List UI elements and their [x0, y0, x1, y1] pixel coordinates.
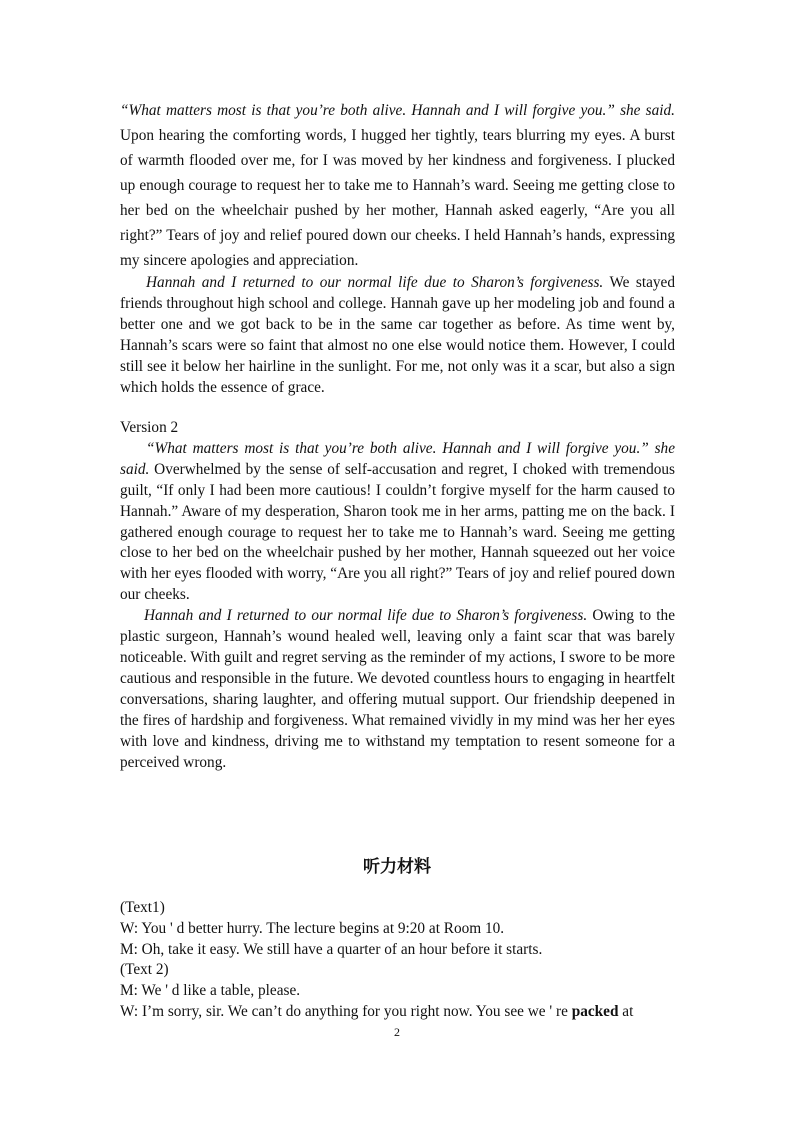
- transcript-line-prefix: W: I’m sorry, sir. We can’t do anything for you right now. You see we ' re: [120, 1002, 572, 1020]
- transcript-line: M: We ' d like a table, please.: [120, 982, 301, 1000]
- version1-para2-lead: Hannah and I returned to our normal life due to Sharon’s forgiveness.: [146, 274, 604, 291]
- version1-para2-text: We stayed friends throughout high school and college. Hannah gave up her modeling job and found a better one and we got back to be in the same car together as before. As time went by, Hannah’s scars were so faint that almost no one else would notice them. However, I could still see it below her hairline in the sunlight. For me, not only was it a scar, but also a sign which holds the essence of grace.: [120, 274, 675, 396]
- version2-label: Version 2: [120, 419, 179, 436]
- listening-transcript: [120, 898, 675, 1023]
- version2-para2-text: Owing to the plastic surgeon, Hannah’s wound healed well, leaving only a faint scar that was barely noticeable. With guilt and regret serving as the reminder of my actions, I swore to be more cautious and responsible in the future. We devoted countless hours to engaging in heartfelt conversations, sharing laughter, and offering mutual support. Our friendship deepened in the fires of hardship and forgiveness. What remained vividly in my mind was her her eyes with love and kindness, driving me to withstand my temptation to resent someone for a perceived wrong.: [120, 607, 675, 771]
- transcript-line: M: Oh, take it easy. We still have a quarter of an hour before it starts.: [120, 940, 543, 958]
- version2-para1-text: Overwhelmed by the sense of self-accusation and regret, I choked with tremendous guilt, “If only I had been more cautious! I couldn’t forgive myself for the harm caused to Hannah.” Aware of my desperation, Sharon took me in her arms, patting me on the back. I gathered enough courage to request her to take me to Hannah’s ward. Seeing me getting close to her bed on the wheelchair pushed by her mother, Hannah squeezed out her voice with her eyes flooded with worry, “Are you all right?” Tears of joy and relief poured down our cheeks.: [120, 460, 675, 604]
- transcript-line-suffix: at: [618, 1002, 634, 1020]
- bold-word: packed: [571, 1002, 619, 1020]
- version2-quote: “What matters most is that you’re both alive. Hannah and I will forgive you.” she said.: [120, 439, 675, 478]
- version1-paragraph2: [120, 272, 675, 398]
- transcript-line: (Text 2): [120, 961, 169, 979]
- version2-para2-lead: Hannah and I returned to our normal life due to Sharon’s forgiveness.: [144, 607, 588, 625]
- version2-section: [120, 418, 675, 773]
- transcript-line: W: You ' d better hurry. The lecture begins at 9:20 at Room 10.: [120, 919, 505, 937]
- version1-quote: “What matters most is that you’re both alive. Hannah and I will forgive you.” she said.: [120, 102, 675, 119]
- version1-paragraph1: [120, 98, 675, 273]
- version1-para1-text: Upon hearing the comforting words, I hugged her tightly, tears blurring my eyes. A burst of warmth flooded over me, for I was moved by her kindness and forgiveness. I plucked up enough courage to request her to take me to Hannah’s ward. Seeing me getting close to her bed on the wheelchair pushed by her mother, Hannah asked eagerly, “Are you all right?” Tears of joy and relief poured down our cheeks. I held Hannah’s hands, expressing my sincere apologies and appreciation.: [120, 127, 675, 269]
- listening-heading: 听力材料: [363, 857, 431, 877]
- page-number: 2: [394, 1025, 400, 1039]
- transcript-line: (Text1): [120, 899, 165, 916]
- transcript-line: [120, 1002, 675, 1023]
